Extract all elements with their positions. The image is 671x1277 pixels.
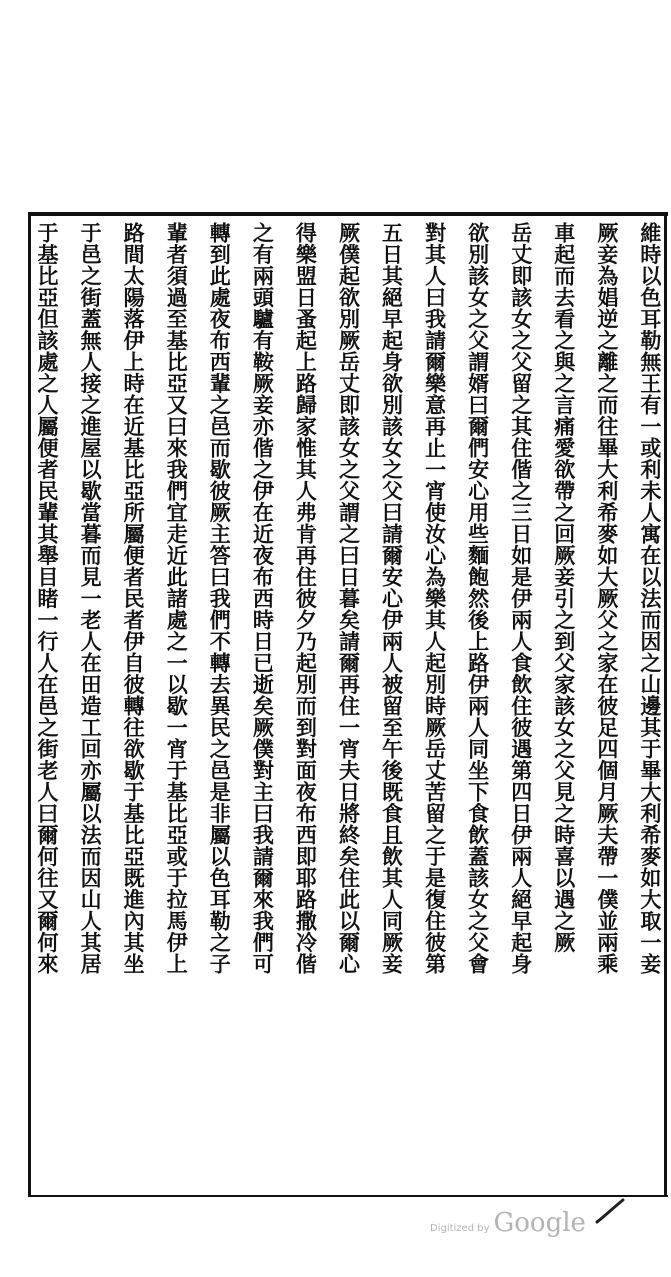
text-column-11: 轉到此處夜布西輩之邑而歇彼厥主答曰我們不轉去異民之邑是非屬以色耳勒之子 — [207, 222, 233, 975]
text-column-9: 得樂盟日蚤起上路歸家惟其人弗肯再住彼夕乃起別而到對面夜布西即耶路撒冷偕 — [293, 222, 319, 975]
text-column-1: 維時以色耳勒無王有一或利未人寓在以法而因之山邊其于畢大利希麥如大取一妾 — [637, 222, 663, 975]
text-column-4: 岳丈即該女之父留之其住偕之三日如是伊兩人食飲住彼遇第四日伊兩人絕早起身 — [508, 222, 534, 975]
text-column-14: 于邑之街蓋無人接之進屋以歇當暮而見一老人在田造工回亦屬以法而因山人其居 — [78, 222, 104, 975]
text-column-6: 對其人曰我請爾樂意再止一宵使汝心為樂其人起別時厥岳丈苦留之于是復住彼第 — [422, 222, 448, 975]
text-column-3: 車起而去看之與之言痛愛欲帶之回厥妾引之到父家該女之父見之時喜以遇之厥 — [551, 222, 577, 953]
vertical-text-block — [34, 222, 664, 1192]
watermark-logo-text: Google — [493, 1208, 586, 1238]
google-watermark — [430, 1208, 586, 1238]
watermark-prefix: Digitized by — [430, 1223, 490, 1234]
text-column-15: 于基比亞但該處之人屬便者民輩其舉目睹一行人在邑之街老人曰爾何往又爾何來 — [35, 222, 60, 975]
text-column-5: 欲別該女之父謂婿曰爾們安心用些麵飽然後上路伊兩人同坐下食飲蓋該女之父會 — [465, 222, 491, 975]
text-column-2: 厥妾為娼逆之離之而往畢大利希麥如大厥父之家在彼足四個月厥夫帶一僕並兩乘 — [594, 222, 620, 975]
text-column-8: 厥僕起欲別厥岳丈即該女之父謂之曰日暮矣請爾再住一宵夫日將終矣住此以爾心 — [336, 222, 362, 975]
text-column-12: 輩者須過至基比亞又曰來我們宜走近此諸處之一以歇一宵于基比亞或于拉馬伊上 — [164, 222, 190, 975]
frame-right-rule — [664, 212, 667, 1197]
text-column-10: 之有兩頭驢有鞍厥妾亦偕之伊在近夜布西時日已逝矣厥僕對主曰我請爾來我們可 — [250, 222, 276, 975]
ink-stroke-mark — [595, 1196, 625, 1226]
text-column-13: 路間太陽落伊上時在近基比亞所屬便者民者伊自彼轉往欲歇于基比亞既進內其坐 — [121, 222, 147, 975]
text-column-7: 五日其絕早起身欲別該女之父曰請爾安心伊兩人被留至午後既食且飲其人同厥妾 — [379, 222, 405, 975]
